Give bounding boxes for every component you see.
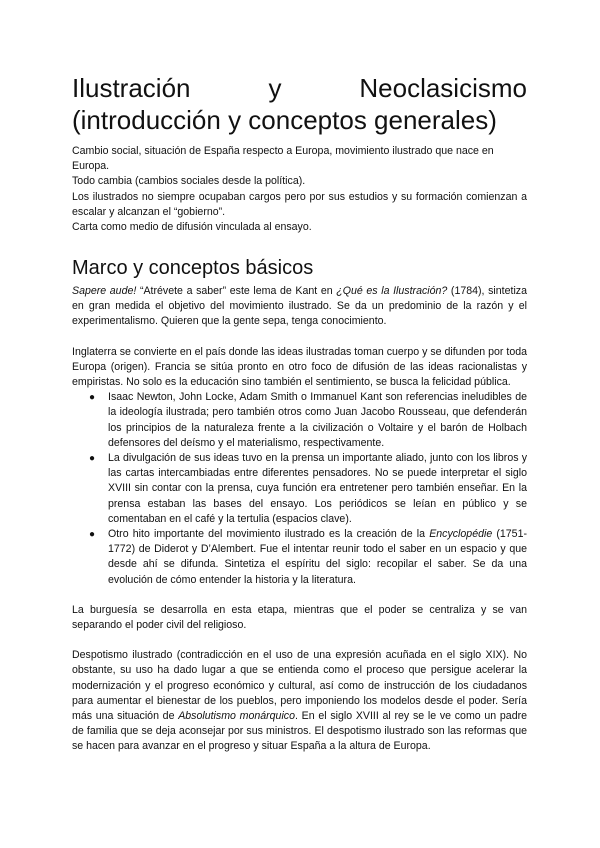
encyclopedie-title: Encyclopédie: [429, 528, 493, 541]
intro-line-4: Carta como medio de difusión vinculada al ensayo.: [72, 221, 312, 234]
sapere-book-title: ¿Qué es la Ilustración?: [336, 285, 448, 297]
section-heading: Marco y conceptos básicos: [72, 257, 314, 279]
bullet-dot: ●: [89, 453, 96, 465]
bourgeoisie-paragraph: La burguesía se desarrolla en esta etapa, mientras que el poder se centraliza y se van separando el poder civil del religioso.: [72, 603, 527, 632]
bullet-text-2: La divulgación de sus ideas tuvo en la prensa un importante aliado, junto con los libros y las cartas intercambiadas entre diferentes pensadores. No se puede interpretar el siglo XVIII sin contar con la prensa, cuya función era entretener pero también enseñar. En la prensa estaban las bases del ensayo. Los periódicos se leían en público y se comentaban en el café y la tertulia (espacios clave).: [108, 452, 527, 525]
intro-block: [72, 144, 527, 235]
title-line-2: (introducción y conceptos generales): [72, 105, 497, 135]
bullet-text-1: Isaac Newton, John Locke, Adam Smith o Immanuel Kant son referencias ineludibles de la ideología ilustrada; pero también otros como Juan Jacobo Rousseau, que defenderán los principios de la naturaleza frente a la civilización o Voltaire y el barón de Holbach defensores del deísmo y el materialismo, respectivamente.: [108, 391, 527, 449]
intro-line-1: Cambio social, situación de España respecto a Europa, movimiento ilustrado que nace en Europa.: [72, 145, 494, 173]
absolutism-term: Absolutismo monárquico: [178, 710, 295, 723]
bullet-dot: ●: [89, 392, 96, 404]
bullet-3-pre: Otro hito importante del movimiento ilustrado es la creación de la: [108, 528, 430, 541]
bullet-list: [72, 390, 527, 588]
despotism-pre: Despotismo ilustrado (contradicción en el uso de una expresión acuñada en el siglo XIX). No obstante, su uso ha dado lugar a que se entienda como el proceso que persigue acelerar la modernización y el progreso económico y cultural, así como de instrucción de los ciudadanos para aumentar el bienestar de los pueblos, pero imponiendo los modelos desde el poder. Sería más una situación de: [72, 649, 527, 723]
section-body: [72, 284, 527, 755]
list-item: [72, 390, 527, 451]
sapere-motto: Sapere aude!: [72, 285, 137, 297]
sapere-text-1: “Atrévete a saber” este lema de Kant en: [136, 285, 337, 297]
title-line-1: [72, 72, 527, 104]
list-item: [72, 451, 527, 527]
despotism-paragraph: [72, 648, 527, 754]
intro-line-3: Los ilustrados no siempre ocupaban cargos pero por sus estudios y su formación comienzan a escalar y alcanzan el “gobierno”.: [72, 190, 527, 218]
bullet-3-post: (1751-1772) de Diderot y D’Alembert. Fue el intentar reunir todo el saber en un espacio y que desde ahí se difunda. Sintetiza el espíritu del siglo: recopilar el saber. Se da una evolución de cómo entender la historia y la literatura.: [108, 528, 527, 586]
intro-line-2: Todo cambia (cambios sociales desde la política).: [72, 175, 306, 188]
title-word-1: Ilustración: [72, 73, 191, 103]
title-word-3: Neoclasicismo: [359, 73, 527, 103]
sapere-text-2: (1784), sintetiza en gran medida el objetivo del movimiento ilustrado. Se da un predominio de la razón y el experimentalismo. Quieren que la gente sepa, tenga conocimiento.: [72, 285, 527, 328]
despotism-post: . En el siglo XVIII al rey se le ve como un padre de familia que se deja aconsejar por sus ministros. El despotismo ilustrado son las reformas que se hacen para avanzar en el progreso y situar España a la altura de Europa.: [72, 710, 528, 753]
bullet-text-3: [108, 527, 527, 588]
list-item: [72, 527, 527, 588]
document-title: [72, 72, 527, 136]
bullet-dot: ●: [89, 529, 96, 541]
sapere-paragraph: [72, 284, 527, 330]
england-paragraph: Inglaterra se convierte en el país donde las ideas ilustradas toman cuerpo y se difunden por toda Europa (origen). Francia se sitúa pronto en otro foco de difusión de las ideas racionalistas y empiristas. No solo es la educación sino también el sentimiento, se busca la felicidad pública.: [72, 345, 527, 389]
title-word-2: y: [268, 73, 282, 103]
